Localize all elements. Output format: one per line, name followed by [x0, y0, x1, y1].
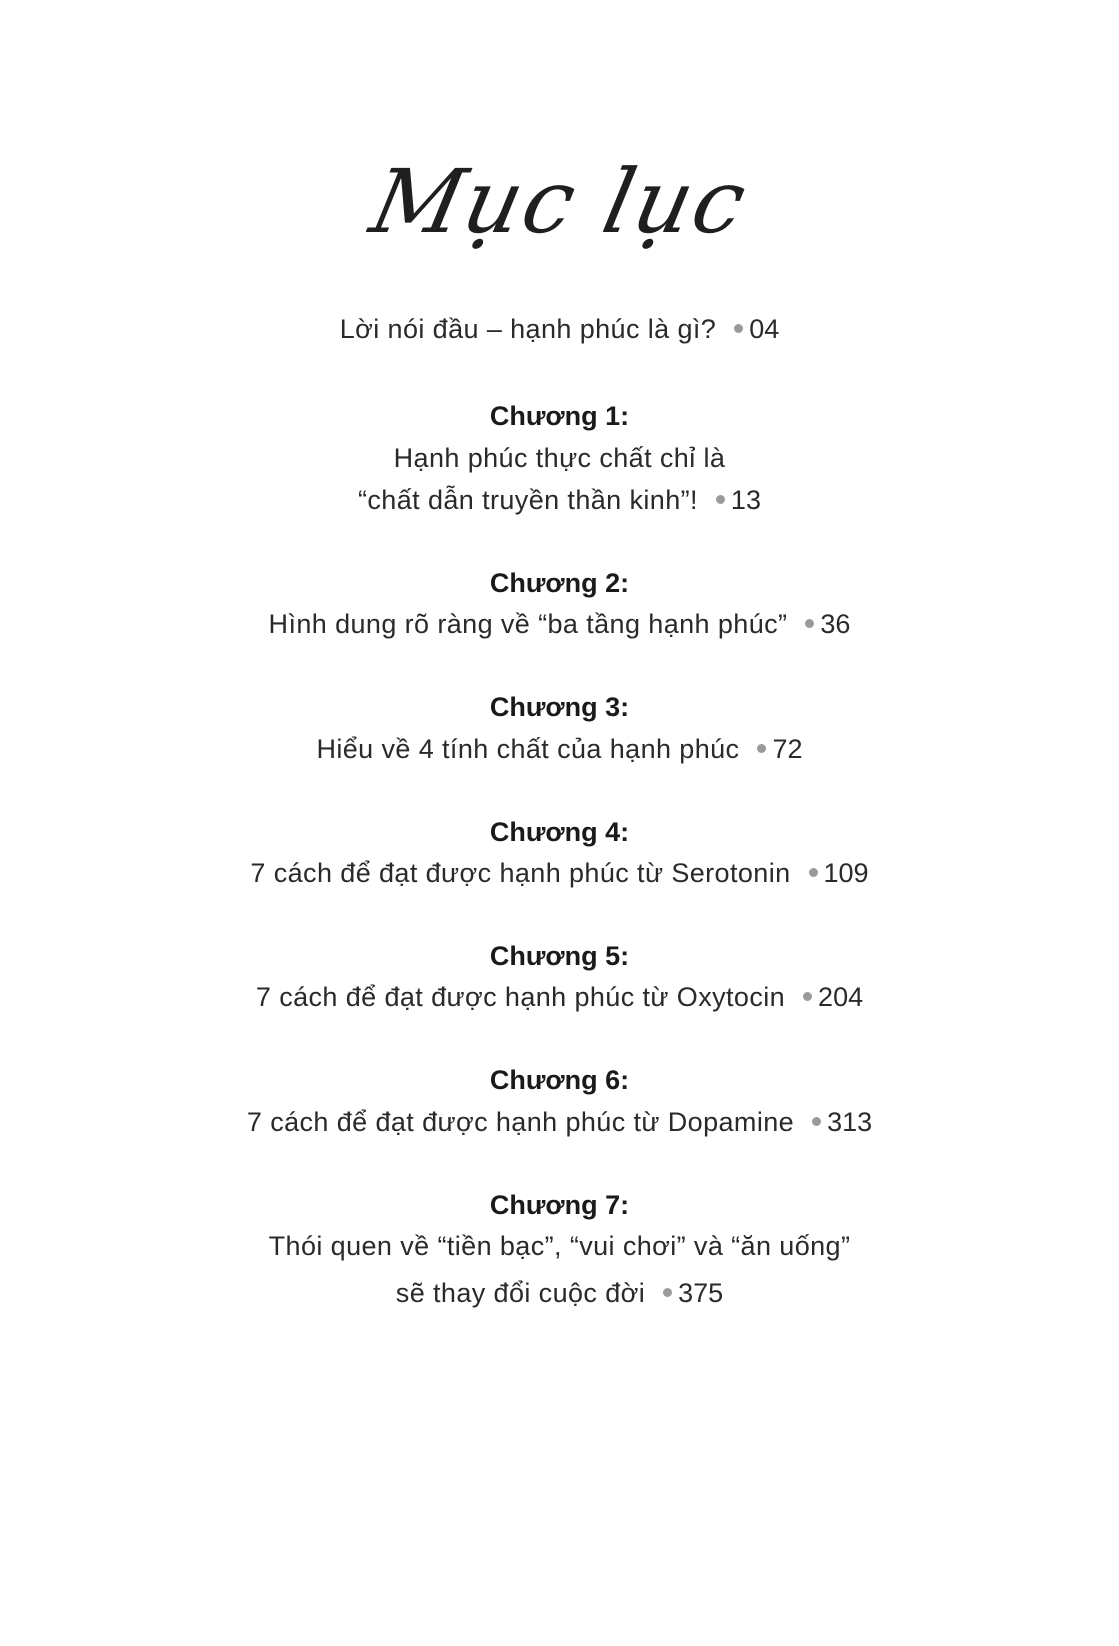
bullet-icon — [734, 324, 743, 333]
toc-entry-chapter-7-line-1[interactable] — [0, 1226, 1119, 1266]
page-title: Mục lục — [362, 150, 757, 253]
toc-entry-chapter-1-line-1[interactable] — [0, 438, 1119, 478]
bullet-icon — [809, 868, 818, 877]
toc-entry-text: Thói quen về “tiền bạc”, “vui chơi” và “ăn uống” — [268, 1231, 851, 1261]
toc-entry-text: “chất dẫn truyền thần kinh”! — [358, 485, 698, 515]
page-number: 04 — [734, 309, 779, 349]
bullet-icon — [663, 1288, 672, 1297]
page-number: 313 — [812, 1102, 872, 1142]
toc-entry-text: 7 cách để đạt được hạnh phúc từ Oxytocin — [255, 982, 786, 1012]
chapter-heading-7: Chương 7: — [489, 1190, 630, 1220]
toc-entry-chapter-2[interactable] — [0, 604, 1119, 644]
chapter-heading-4: Chương 4: — [489, 817, 630, 847]
toc-entry-chapter-7-line-2[interactable] — [0, 1273, 1119, 1313]
chapter-heading-2: Chương 2: — [489, 568, 630, 598]
toc-entry-chapter-3[interactable] — [0, 729, 1119, 769]
toc-entry-chapter-6[interactable] — [0, 1102, 1119, 1142]
toc-entry-text: Hạnh phúc thực chất chỉ là — [393, 443, 726, 473]
toc-entry-text: 7 cách để đạt được hạnh phúc từ Dopamine — [246, 1107, 795, 1137]
page-number: 375 — [663, 1273, 723, 1313]
page-number: 72 — [757, 729, 802, 769]
toc-entry-chapter-1-line-2[interactable] — [0, 480, 1119, 520]
page-number: 36 — [805, 604, 850, 644]
bullet-icon — [757, 744, 766, 753]
chapter-heading-6: Chương 6: — [489, 1065, 630, 1095]
chapter-heading-5: Chương 5: — [489, 941, 630, 971]
toc-entry-text: 7 cách để đạt được hạnh phúc từ Serotonin — [250, 858, 791, 888]
toc-entry-chapter-5[interactable] — [0, 977, 1119, 1017]
bullet-icon — [805, 619, 814, 628]
toc-entry-text: Hình dung rõ ràng về “ba tầng hạnh phúc” — [268, 609, 788, 639]
toc-entry-preface[interactable] — [0, 309, 1119, 349]
page-number: 13 — [716, 480, 761, 520]
toc-entry-text: Lời nói đầu – hạnh phúc là gì? — [339, 314, 717, 344]
bullet-icon — [803, 992, 812, 1001]
chapter-heading-1: Chương 1: — [489, 401, 630, 431]
bullet-icon — [812, 1117, 821, 1126]
toc-entry-chapter-4[interactable] — [0, 853, 1119, 893]
toc-entry-text: Hiểu về 4 tính chất của hạnh phúc — [316, 734, 740, 764]
page-number: 204 — [803, 977, 863, 1017]
page-number: 109 — [809, 853, 869, 893]
chapter-heading-3: Chương 3: — [489, 692, 630, 722]
bullet-icon — [716, 495, 725, 504]
toc-entry-text: sẽ thay đổi cuộc đời — [395, 1278, 646, 1308]
